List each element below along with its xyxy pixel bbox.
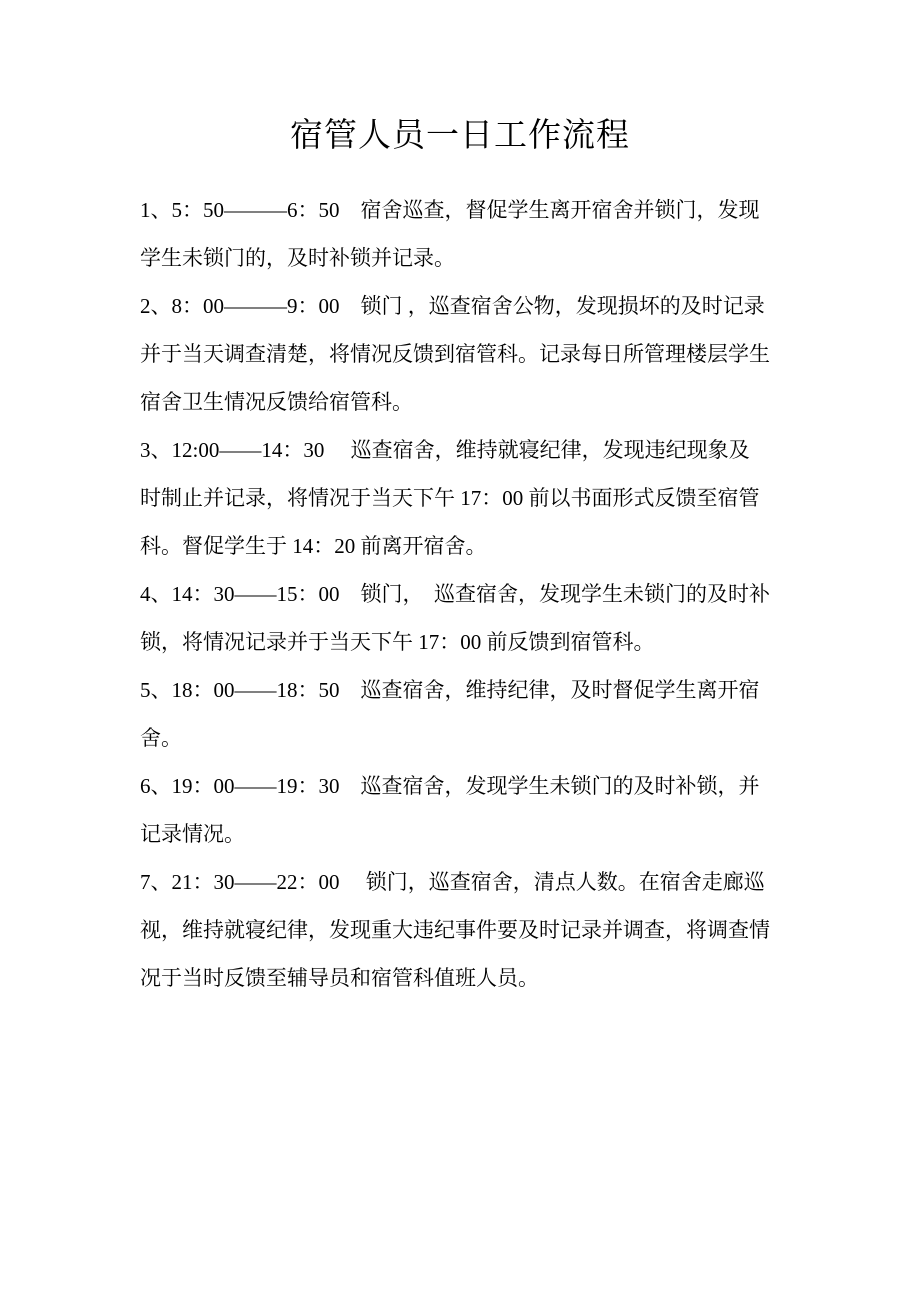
text-line: 5、18：00——18：50 巡查宿舍，维持纪律，及时督促学生离开宿 xyxy=(140,678,760,702)
text-line: 视，维持就寝纪律，发现重大违纪事件要及时记录并调查，将调查情 xyxy=(140,918,770,942)
text-line: 舍。 xyxy=(140,726,182,750)
text-line: 6、19：00——19：30 巡查宿舍，发现学生未锁门的及时补锁，并 xyxy=(140,774,760,798)
text-line: 2、8：00———9：00 锁门 ，巡查宿舍公物，发现损坏的及时记录 xyxy=(140,294,765,318)
list-item xyxy=(140,282,790,426)
text-line: 锁，将情况记录并于当天下午 17：00 前反馈到宿管科。 xyxy=(140,630,655,654)
text-line: 宿舍卫生情况反馈给宿管科。 xyxy=(140,390,413,414)
list-item xyxy=(140,570,790,666)
list-item xyxy=(140,858,790,1002)
list-item xyxy=(140,666,790,762)
list-item xyxy=(140,426,790,570)
text-line: 时制止并记录，将情况于当天下午 17：00 前以书面形式反馈至宿管 xyxy=(140,486,760,510)
text-line: 科。督促学生于 14：20 前离开宿舍。 xyxy=(140,534,487,558)
text-line: 并于当天调查清楚，将情况反馈到宿管科。记录每日所管理楼层学生 xyxy=(140,342,770,366)
text-line: 4、14：30——15：00 锁门， 巡查宿舍，发现学生未锁门的及时补 xyxy=(140,582,770,606)
text-line: 7、21：30——22：00 锁门，巡查宿舍，清点人数。在宿舍走廊巡 xyxy=(140,870,765,894)
list-item xyxy=(140,762,790,858)
text-line: 记录情况。 xyxy=(140,822,245,846)
text-line: 况于当时反馈至辅导员和宿管科值班人员。 xyxy=(140,966,539,990)
page-title: 宿管人员一日工作流程 xyxy=(290,118,630,154)
text-line: 学生未锁门的，及时补锁并记录。 xyxy=(140,246,455,270)
text-line: 1、5：50———6：50 宿舍巡查，督促学生离开宿舍并锁门，发现 xyxy=(140,198,760,222)
list-item xyxy=(140,186,790,282)
document-body xyxy=(140,186,790,1002)
text-line: 3、12:00——14：30 巡查宿舍，维持就寝纪律，发现违纪现象及 xyxy=(140,438,750,462)
